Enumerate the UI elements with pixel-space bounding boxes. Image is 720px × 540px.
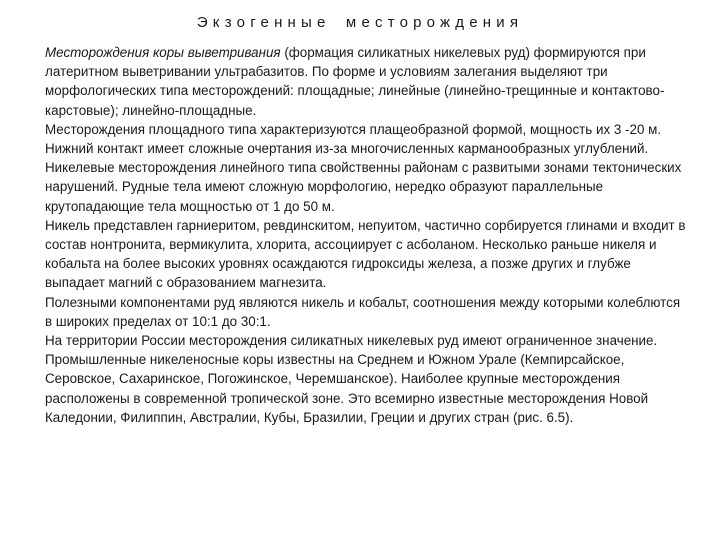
paragraph-linear-type: Никелевые месторождения линейного типа свойственны районам с развитыми зонами тектонических нарушений. Рудные тела имеют сложную морфологию, нередко образуют параллельные крутопадающие тела мощностью от 1 до 50 м. bbox=[45, 160, 682, 214]
paragraph-areal-type: Месторождения площадного типа характеризуются плащеобразной формой, мощность их 3 -20 м. Нижний контакт имеет сложные очертания из-за многочисленных карманообразных углублений. bbox=[45, 121, 662, 157]
paragraph-text: (формация силикатных никелевых руд) формируются при латеритном выветривании ультрабазитов. По форме и условиям залегания выделяют три морфологических типа месторождений: площадные; линейные (линейно-трещинные и контактово-карстовые); линейно-площадные. bbox=[45, 45, 665, 118]
paragraph-useful-components: Полезными компонентами руд являются никель и кобальт, соотношения между которыми колеблются в широких пределах от 10:1 до 30:1. bbox=[45, 294, 681, 329]
slide-body bbox=[45, 43, 690, 427]
paragraph-nickel-minerals: Никель представлен гарниеритом, ревдинскитом, непуитом, частично сорбируется глинами и входит в состав нонтронита, вермикулита, хлорита, ассоциирует с асболаном. Несколько раньше никеля и кобальта на более высоких уровнях осаждаются гидроксиды железа, а позже других и глубже выпадает магний с образованием магнезита. bbox=[45, 217, 686, 291]
paragraph-russia-deposits: На территории России месторождения силикатных никелевых руд имеют ограниченное значение. Промышленные никеленосные коры известны на Среднем и Южном Урале (Кемпирсайское, Серовское, Сахаринское, Погожинское, Черемшанское). Наиболее крупные месторождения расположены в современной тропической зоне. Это всемирно известные месторождения Новой Каледонии, Филиппин, Австралии, Кубы, Бразилии, Греции и других стран (рис. 6.5). bbox=[45, 333, 658, 425]
slide-title: Экзогенные месторождения bbox=[196, 14, 524, 31]
paragraph-italic-lead: Месторождения коры выветривания bbox=[45, 45, 281, 60]
paragraph-crust-deposits bbox=[45, 43, 690, 120]
